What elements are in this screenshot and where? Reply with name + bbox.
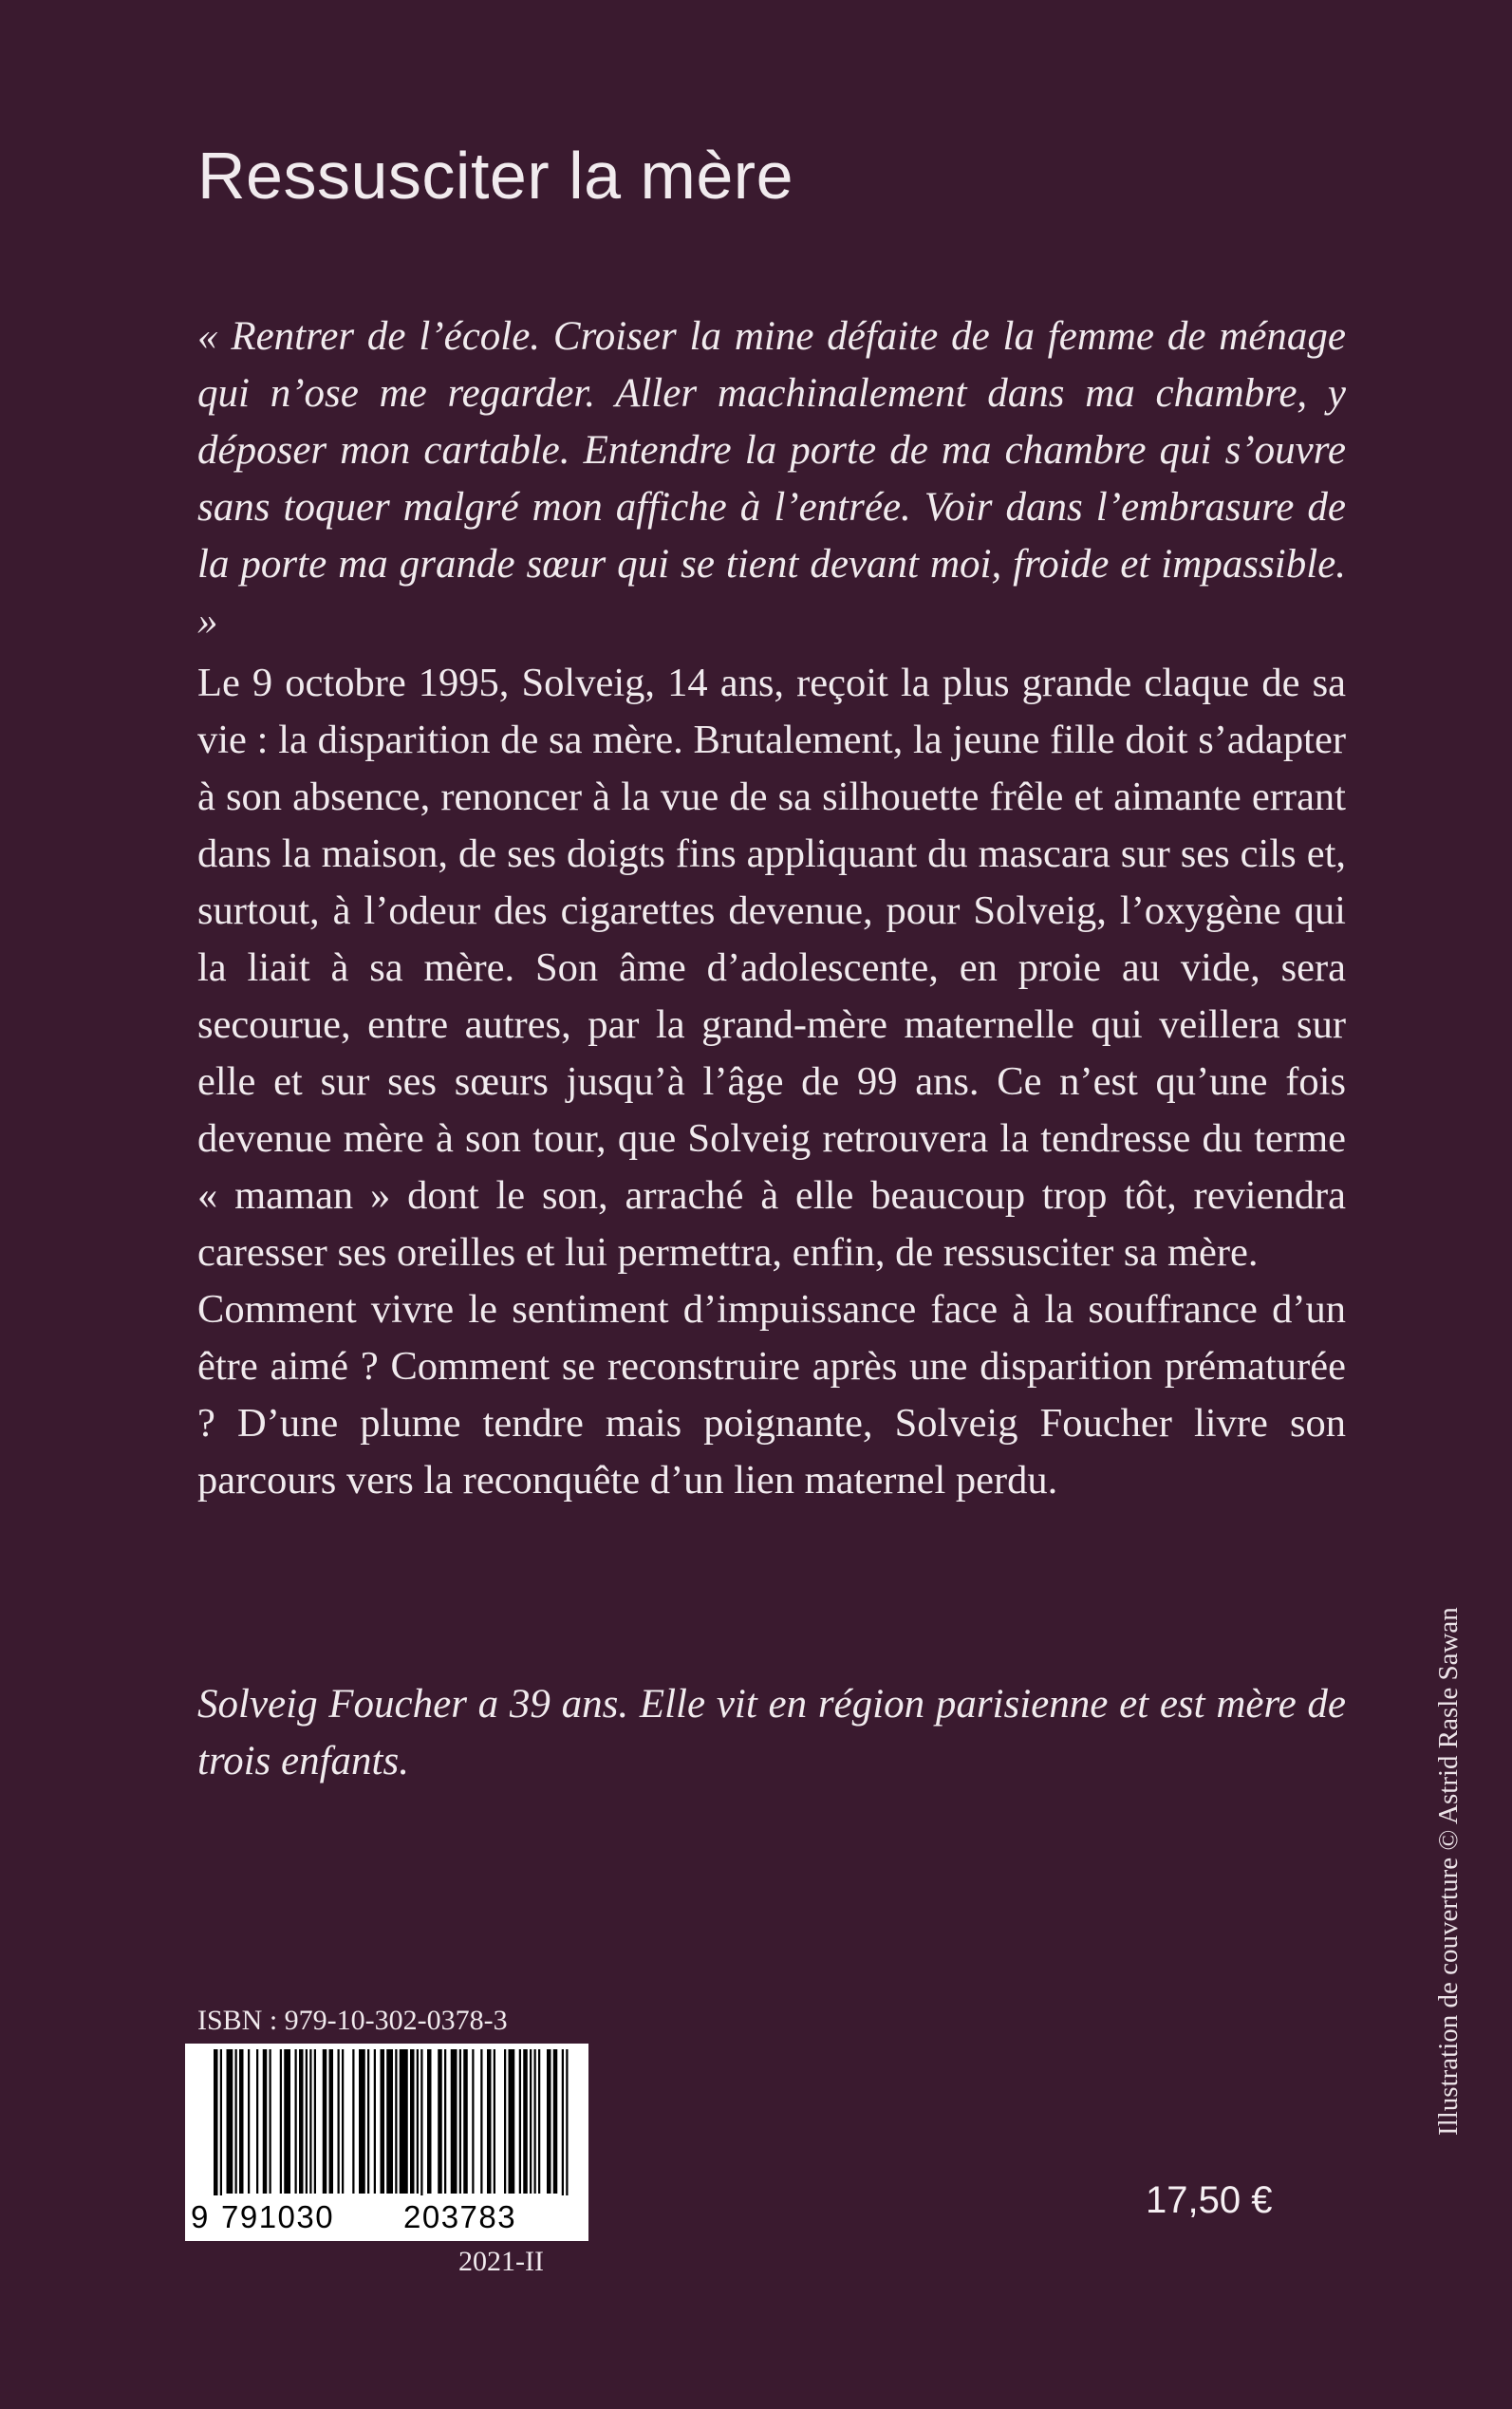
barcode-bar: [547, 2049, 551, 2194]
barcode-bar: [214, 2049, 218, 2195]
barcode-bar: [220, 2049, 222, 2195]
book-title: Ressusciter la mère: [197, 139, 794, 213]
barcode-bar: [463, 2049, 468, 2194]
summary-paragraph-1: Le 9 octobre 1995, Solveig, 14 ans, reçoit la plus grande claque de sa vie : la disparition de sa mère. Brutalement, la jeune fille doit s’adapter à son absence, renoncer à la vue de sa silhouette frêle et aimante errant dans la maison, de ses doigts fins appliquant du mascara sur ses cils et, surtout, à l’odeur des cigarettes devenue, pour Solveig, l’oxygène qui la liait à sa mère. Son âme d’adolescente, en proie au vide, sera secourue, entre autres, par la grand-mère maternelle qui veillera sur elle et sur ses sœurs jusqu’à l’âge de 99 ans. Ce n’est qu’une fois devenue mère à son tour, que Solveig retrouvera la tendresse du terme « maman » dont le son, arraché à elle beaucoup trop tôt, reviendra caresser ses oreilles et lui permettra, enfin, de ressusciter sa mère.: [197, 661, 1346, 1275]
barcode-bar: [538, 2049, 540, 2194]
barcode-bar: [410, 2049, 415, 2194]
barcode-bar: [444, 2049, 446, 2194]
barcode-bar: [299, 2049, 304, 2194]
summary: [197, 655, 1346, 1509]
barcode-bar: [338, 2049, 340, 2194]
barcode-bars: [185, 2044, 588, 2195]
barcode: [185, 2044, 588, 2241]
barcode-bar: [417, 2049, 419, 2194]
barcode-bar: [235, 2049, 237, 2194]
barcode-bar: [306, 2049, 308, 2194]
barcode-bar: [323, 2049, 327, 2194]
author-bio: Solveig Foucher a 39 ans. Elle vit en région parisienne et est mère de trois enfants.: [197, 1682, 1346, 1783]
barcode-bar: [367, 2049, 369, 2194]
barcode-bar: [386, 2049, 393, 2194]
barcode-bar: [374, 2049, 376, 2194]
barcode-bar: [256, 2049, 258, 2194]
barcode-bar: [239, 2049, 244, 2194]
barcode-bar: [227, 2049, 233, 2194]
barcode-bar: [427, 2049, 432, 2194]
barcode-bar: [523, 2049, 528, 2194]
barcode-bar: [472, 2049, 474, 2194]
barcode-bar: [395, 2049, 397, 2194]
barcode-bar: [284, 2049, 290, 2194]
barcode-bar: [530, 2049, 532, 2194]
barcode-bar: [566, 2049, 568, 2195]
barcode-bar: [494, 2049, 495, 2194]
barcode-right-digits: 203783: [403, 2199, 517, 2234]
isbn-label: ISBN : 979-10-302-0378-3: [197, 2005, 508, 2036]
barcode-bar: [534, 2049, 536, 2194]
barcode-bar: [562, 2049, 564, 2195]
barcode-left-digits: 791030: [221, 2199, 335, 2234]
barcode-bar: [280, 2049, 282, 2194]
barcode-bar: [329, 2049, 334, 2194]
barcode-bar: [270, 2049, 271, 2194]
barcode-bar: [451, 2049, 457, 2194]
cover-illustration-credit: Illustration de couverture © Astrid Rasle Sawan: [1433, 1607, 1464, 2136]
barcode-bar: [420, 2049, 422, 2195]
barcode-bar: [359, 2049, 365, 2194]
barcode-digits: [185, 2195, 588, 2237]
excerpt-quote: « Rentrer de l’école. Croiser la mine défaite de la femme de ménage qui n’ose me regarder. Aller machinalement dans ma chambre, y déposer mon cartable. Entendre la porte de ma chambre qui s’ouvre sans toquer malgré mon affiche à l’entrée. Voir dans l’embrasure de la porte ma grande sœur qui se tient devant moi, froide et impassible. »: [197, 314, 1346, 644]
barcode-bar: [314, 2049, 316, 2194]
barcode-bar: [509, 2049, 515, 2194]
barcode-bar: [459, 2049, 461, 2194]
print-code: 2021-II: [458, 2246, 544, 2277]
barcode-first-digit: 9: [191, 2199, 209, 2234]
barcode-bar: [295, 2049, 297, 2194]
barcode-bar: [400, 2049, 408, 2194]
barcode-bar: [381, 2049, 385, 2194]
price: 17,50 €: [1146, 2179, 1273, 2221]
barcode-bar: [352, 2049, 354, 2194]
barcode-bar: [342, 2049, 344, 2194]
barcode-bar: [438, 2049, 442, 2194]
barcode-bar: [553, 2049, 558, 2194]
barcode-bar: [487, 2049, 492, 2194]
barcode-bar: [309, 2049, 311, 2194]
summary-paragraph-2: Comment vivre le sentiment d’impuissance face à la souffrance d’un être aimé ? Comment se reconstruire après une disparition prématurée ? D’une plume tendre mais poignante, Solveig Foucher livre son parcours vers la reconquête d’un lien maternel perdu.: [197, 1287, 1346, 1503]
barcode-bar: [504, 2049, 506, 2194]
barcode-bar: [248, 2049, 250, 2194]
barcode-bar: [263, 2049, 268, 2194]
barcode-bar: [480, 2049, 482, 2194]
barcode-bar: [519, 2049, 521, 2194]
